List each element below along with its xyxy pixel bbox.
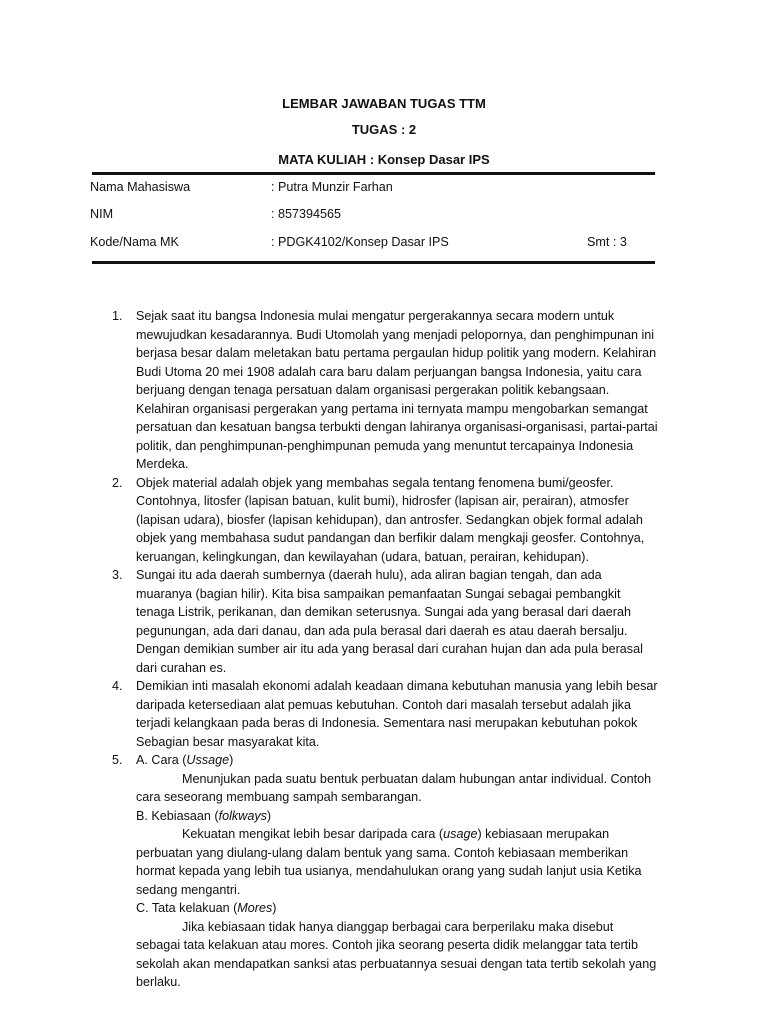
subheading-prefix: C. Tata kelakuan ( — [136, 901, 238, 915]
semester-value: Smt : 3 — [587, 235, 627, 249]
bottom-divider — [92, 261, 655, 264]
answer-text: Objek material adalah objek yang membahas segala tentang fenomena bumi/geosfer. Contohnya, litosfer (lapisan batuan, kulit bumi), hidrosfer (lapisan air, perairan), atmosfer (lapisan udara), biosfer (lapisan kehidupan), dan antrosfer. Sedangkan objek formal adalah objek yang membahasa sudut pandangan dan berfikir dalam mengkaji geosfer. Contohnya, keruangan, kelingkungan, dan kewilayahan (udara, batuan, perairan, kehidupan). — [136, 475, 645, 564]
paragraph-kebiasaan — [136, 825, 660, 899]
answer-text: Demikian inti masalah ekonomi adalah keadaan dimana kebutuhan manusia yang lebih besar daripada ketersediaan alat pemuas kebutuhan. Contoh dari masalah tersebut adalah jika terjadi kelangkaan pada beras di Indonesia. Sementara nasi merupakan kebutuhan pokok Sebagian besar masyarakat kita. — [136, 679, 658, 749]
answer-item-4 — [105, 677, 660, 751]
subheading-tata-kelakuan — [136, 899, 660, 918]
paragraph-term: usage — [443, 827, 478, 841]
top-divider — [92, 172, 655, 175]
answer-item-3 — [105, 566, 660, 677]
answer-item-2 — [105, 474, 660, 567]
subheading-cara — [136, 751, 660, 770]
subheading-kebiasaan — [136, 807, 660, 826]
course-code-label: Kode/Nama MK — [90, 235, 179, 249]
answer-item-5 — [105, 751, 660, 992]
answer-number: 3. — [112, 568, 123, 582]
student-name-value: : Putra Munzir Farhan — [271, 180, 393, 194]
subheading-prefix: B. Kebiasaan ( — [136, 808, 219, 823]
subheading-suffix: ) — [229, 753, 234, 767]
paragraph-tata-kelakuan: Jika kebiasaan tidak hanya dianggap berbagai cara berperilaku maka disebut sebagai tata kelakuan atau mores. Contoh jika seorang peserta didik melanggar tata tertib sekolah akan mendapatkan sanksi atas perbuatannya sesuai dengan tata tertib sekolah yang berlaku. — [136, 919, 657, 989]
document-title: LEMBAR JAWABAN TUGAS TTM — [282, 96, 486, 111]
answer-number: 2. — [112, 475, 123, 490]
nim-value: : 857394565 — [271, 207, 342, 221]
answer-item-1 — [105, 307, 660, 474]
student-name-label: Nama Mahasiswa — [90, 180, 191, 194]
subheading-suffix: ) — [266, 808, 272, 823]
answer-text: Sungai itu ada daerah sumbernya (daerah hulu), ada aliran bagian tengah, dan ada muaranya (bagian hilir). Kita bisa sampaikan pemanfaatan Sungai sebagai pembangkit tenaga Listrik, perikanan, dan demikan seterusnya. Sungai ada yang berasal dari daerah pegunungan, ada dari danau, dan ada pula berasal dari daerah es atau daerah bersalju. Dengan demikian sumber air itu ada yang berasal dari curahan hujan dan ada pula berasal dari curahan es. — [136, 568, 643, 675]
task-number: TUGAS : 2 — [351, 122, 417, 137]
subheading-term: Mores — [237, 901, 273, 915]
subheading-term: Ussage — [186, 753, 230, 767]
course-title: MATA KULIAH : Konsep Dasar IPS — [278, 152, 490, 167]
subheading-suffix: ) — [272, 901, 277, 915]
answer-number: 4. — [112, 679, 123, 693]
paragraph-cara: Menunjukan pada suatu bentuk perbuatan dalam hubungan antar individual. Contoh cara seseorang membuang sampah sembarangan. — [136, 771, 652, 804]
paragraph-part: Kekuatan mengikat lebih besar daripada cara ( — [182, 827, 444, 841]
course-code-value: : PDGK4102/Konsep Dasar IPS — [271, 235, 449, 249]
paragraph-part: ) kebiasaan merupakan perbuatan yang diulang-ulang dalam bentuk yang sama. Contoh kebiasaan memberikan hormat kepada yang lebih tua usianya, mendahulukan orang yang sudah lanjut usia Ketika sedang mengantri. — [136, 827, 642, 897]
answer-number: 5. — [112, 753, 123, 767]
subheading-prefix: A. Cara ( — [136, 753, 187, 767]
student-name-row — [90, 180, 660, 198]
subheading-term: folkways — [218, 808, 267, 823]
course-code-row — [90, 235, 660, 253]
answer-list — [105, 307, 660, 992]
answer-text: Sejak saat itu bangsa Indonesia mulai mengatur pergerakannya secara modern untuk mewujudkan kesadarannya. Budi Utomolah yang menjadi pelopornya, dan penghimpunan ini berjasa besar dalam meletakan batu pertama pergaulan hidup politik yang modern. Kelahiran Budi Utoma 20 mei 1908 adalah cara baru dalam perjuangan bangsa Indonesia, yaitu cara berjuang dengan tenaga persatuan dalam organisasi pergerakan politik kebangsaan. Kelahiran organisasi pergerakan yang pertama ini ternyata mampu mengobarkan semangat persatuan dan kesatuan bangsa terbukti dengan lahiranya organisasi-organisasi, partai-partai politik, dan penghimpunan-penghimpunan pemuda yang menuntut tercapainya Indonesia Merdeka. — [136, 309, 658, 471]
nim-row — [90, 207, 660, 225]
nim-label: NIM — [90, 207, 114, 221]
answer-number: 1. — [112, 309, 123, 323]
